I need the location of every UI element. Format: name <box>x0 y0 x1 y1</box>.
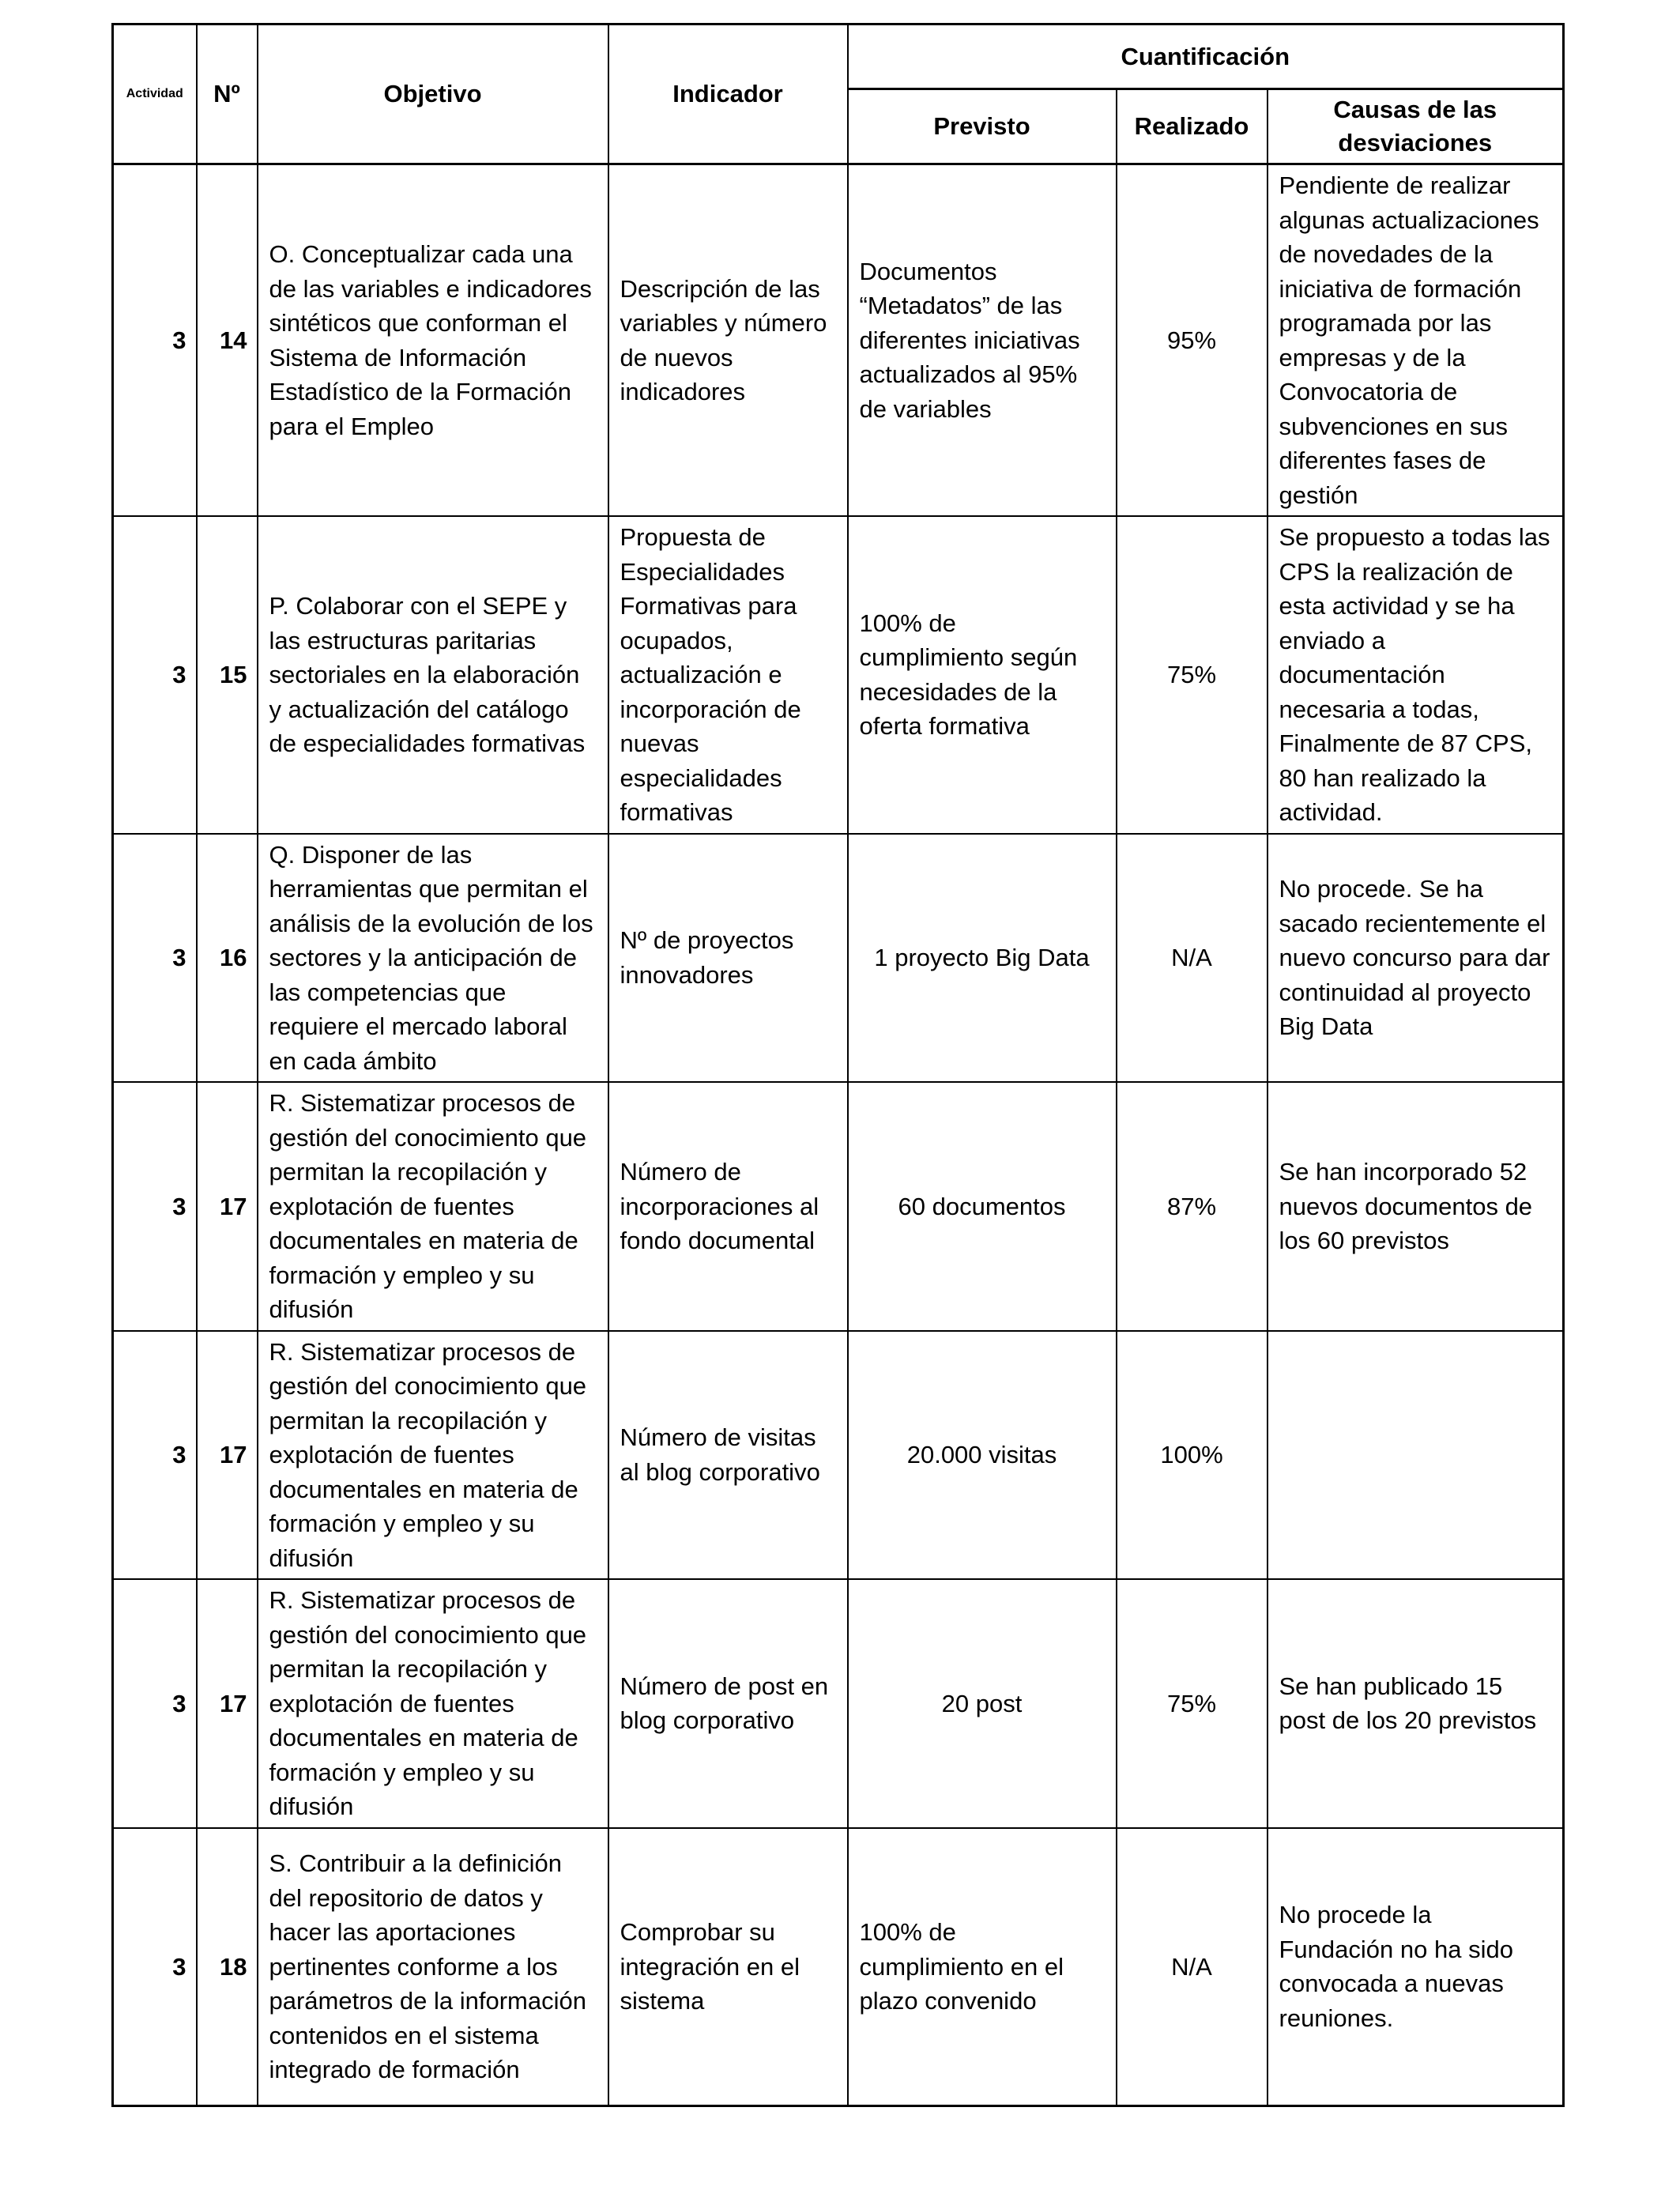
cell-previsto: 100% de cumplimiento en el plazo convenido <box>848 1828 1117 2106</box>
cell-actividad: 3 <box>113 1331 197 1580</box>
cell-actividad: 3 <box>113 164 197 517</box>
objectives-table <box>111 23 1565 2107</box>
table-row <box>113 1828 1564 2106</box>
cell-numero: 14 <box>197 164 258 517</box>
header-indicador: Indicador <box>608 25 848 164</box>
cell-realizado: 100% <box>1117 1331 1268 1580</box>
cell-previsto: 20.000 visitas <box>848 1331 1117 1580</box>
cell-objetivo: S. Contribuir a la definición del repositorio de datos y hacer las aportaciones pertinentes conforme a los parámetros de la información contenidos en el sistema integrado de formación <box>258 1828 608 2106</box>
header-previsto: Previsto <box>848 89 1117 164</box>
table-row <box>113 1082 1564 1331</box>
header-actividad: Actividad <box>113 25 197 164</box>
cell-causas: No procede la Fundación no ha sido convocada a nuevas reuniones. <box>1268 1828 1564 2106</box>
table-row <box>113 834 1564 1083</box>
cell-numero: 18 <box>197 1828 258 2106</box>
cell-indicador: Número de post en blog corporativo <box>608 1579 848 1828</box>
cell-objetivo: R. Sistematizar procesos de gestión del conocimiento que permitan la recopilación y explotación de fuentes documentales en materia de formación y empleo y su difusión <box>258 1082 608 1331</box>
cell-numero: 17 <box>197 1579 258 1828</box>
table-row <box>113 516 1564 834</box>
cell-numero: 16 <box>197 834 258 1083</box>
cell-numero: 17 <box>197 1082 258 1331</box>
header-numero: Nº <box>197 25 258 164</box>
cell-objetivo: R. Sistematizar procesos de gestión del conocimiento que permitan la recopilación y explotación de fuentes documentales en materia de formación y empleo y su difusión <box>258 1331 608 1580</box>
header-objetivo: Objetivo <box>258 25 608 164</box>
cell-causas: Se han publicado 15 post de los 20 previstos <box>1268 1579 1564 1828</box>
cell-actividad: 3 <box>113 1828 197 2106</box>
cell-previsto: 20 post <box>848 1579 1117 1828</box>
cell-indicador: Número de incorporaciones al fondo documental <box>608 1082 848 1331</box>
table-row <box>113 1331 1564 1580</box>
cell-causas: No procede. Se ha sacado recientemente el nuevo concurso para dar continuidad al proyecto Big Data <box>1268 834 1564 1083</box>
cell-actividad: 3 <box>113 516 197 834</box>
cell-previsto: 1 proyecto Big Data <box>848 834 1117 1083</box>
cell-numero: 17 <box>197 1331 258 1580</box>
cell-indicador: Nº de proyectos innovadores <box>608 834 848 1083</box>
cell-realizado: 75% <box>1117 1579 1268 1828</box>
header-cuantificacion: Cuantificación <box>848 25 1564 89</box>
cell-previsto: 60 documentos <box>848 1082 1117 1331</box>
cell-indicador: Comprobar su integración en el sistema <box>608 1828 848 2106</box>
cell-causas: Se propuesto a todas las CPS la realización de esta actividad y se ha enviado a documentación necesaria a todas, Finalmente de 87 CPS, 80 han realizado la actividad. <box>1268 516 1564 834</box>
header-realizado: Realizado <box>1117 89 1268 164</box>
cell-indicador: Propuesta de Especialidades Formativas para ocupados, actualización e incorporación de nuevas especialidades formativas <box>608 516 848 834</box>
cell-objetivo: Q. Disponer de las herramientas que permitan el análisis de la evolución de los sectores y la anticipación de las competencias que requiere el mercado laboral en cada ámbito <box>258 834 608 1083</box>
cell-previsto: Documentos “Metadatos” de las diferentes iniciativas actualizados al 95% de variables <box>848 164 1117 517</box>
cell-numero: 15 <box>197 516 258 834</box>
cell-indicador: Descripción de las variables y número de nuevos indicadores <box>608 164 848 517</box>
header-causas: Causas de las desviaciones <box>1268 89 1564 164</box>
cell-causas: Pendiente de realizar algunas actualizaciones de novedades de la iniciativa de formación programada por las empresas y de la Convocatoria de subvenciones en sus diferentes fases de gestión <box>1268 164 1564 517</box>
cell-indicador: Número de visitas al blog corporativo <box>608 1331 848 1580</box>
cell-objetivo: O. Conceptualizar cada una de las variables e indicadores sintéticos que conforman el Sistema de Información Estadístico de la Formación para el Empleo <box>258 164 608 517</box>
cell-previsto: 100% de cumplimiento según necesidades de la oferta formativa <box>848 516 1117 834</box>
cell-realizado: 75% <box>1117 516 1268 834</box>
table-row <box>113 164 1564 517</box>
cell-realizado: 87% <box>1117 1082 1268 1331</box>
cell-causas <box>1268 1331 1564 1580</box>
table-row <box>113 1579 1564 1828</box>
cell-realizado: N/A <box>1117 834 1268 1083</box>
cell-objetivo: R. Sistematizar procesos de gestión del conocimiento que permitan la recopilación y explotación de fuentes documentales en materia de formación y empleo y su difusión <box>258 1579 608 1828</box>
cell-actividad: 3 <box>113 834 197 1083</box>
cell-objetivo: P. Colaborar con el SEPE y las estructuras paritarias sectoriales en la elaboración y actualización del catálogo de especialidades formativas <box>258 516 608 834</box>
cell-realizado: 95% <box>1117 164 1268 517</box>
cell-actividad: 3 <box>113 1082 197 1331</box>
cell-realizado: N/A <box>1117 1828 1268 2106</box>
cell-actividad: 3 <box>113 1579 197 1828</box>
cell-causas: Se han incorporado 52 nuevos documentos de los 60 previstos <box>1268 1082 1564 1331</box>
